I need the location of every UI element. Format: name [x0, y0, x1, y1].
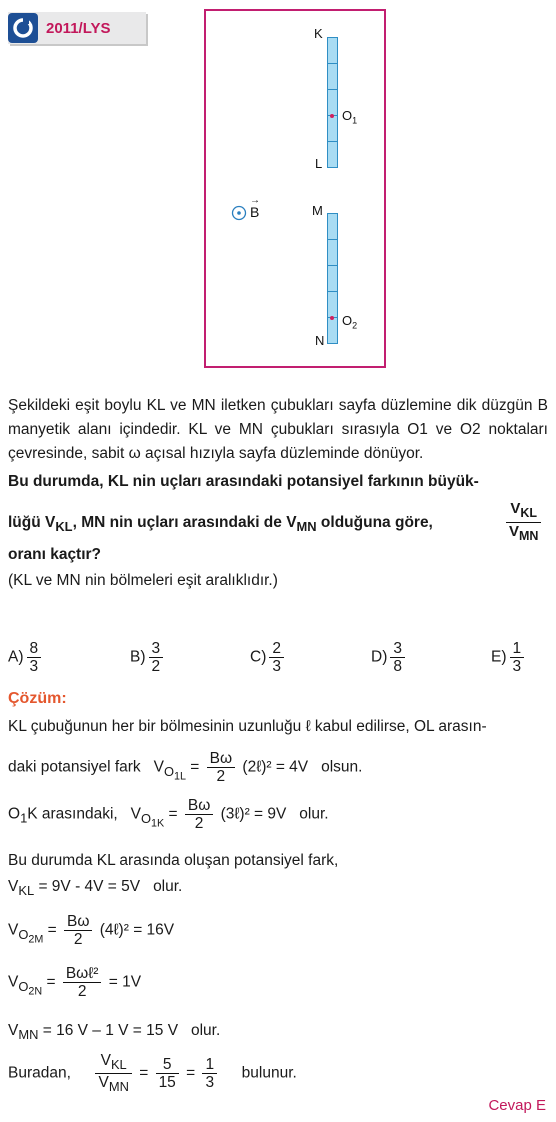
label-o2: $O_2$ — [342, 313, 358, 331]
option-d[interactable]: D) $\frac{3}{8}$ — [371, 640, 408, 675]
figure-frame — [204, 9, 386, 368]
badge-label: 2011/LYS — [46, 20, 111, 37]
answer-label: Cevap E — [488, 1097, 546, 1114]
solution-line-9: Buradan, $\frac{V_{KL}}{V_{MN}}$ = $\frac{5}{15}$ = $\frac{1}{3}$ bulunur. — [8, 1052, 297, 1095]
option-e[interactable]: E) $\frac{1}{3}$ — [491, 640, 527, 675]
solution-title: Çözüm: — [8, 690, 67, 707]
label-b-vector: → B — [250, 195, 260, 220]
question-ratio: $\frac{V_{KL}}{V_{MN}}$ — [503, 500, 544, 545]
option-a[interactable]: A) $\frac{8}{3}$ — [8, 640, 44, 675]
badge-logo-icon — [8, 13, 38, 43]
question-bold-line-1: Bu durumda, KL nin uçları arasındaki potansiyel farkının büyük- — [8, 473, 479, 490]
rod-mn — [327, 213, 338, 344]
b-field-out-of-page-icon — [231, 205, 247, 226]
solution-line-6: $V_{O_{2M}}$ = $\frac{B\omega}{2}$ (4ℓ)² = 16V — [8, 913, 175, 948]
solution-line-4: Bu durumda KL arasında oluşan potansiyel fark, — [8, 852, 339, 869]
question-note: (KL ve MN nin bölmeleri eşit aralıklıdır.) — [8, 572, 278, 589]
solution-line-7: $V_{O_{2N}}$ = $\frac{\text{Bωℓ²}}{2}$ = 1V — [8, 965, 142, 1000]
solution-line-8: $V_{MN} = 16$ V – 1 V = 15 V olur. — [8, 1022, 221, 1043]
label-l: L — [315, 156, 323, 171]
rod-kl — [327, 37, 338, 168]
solution-line-5: $V_{KL} = 9V - 4V = 5V$ olur. — [8, 878, 183, 899]
pivot-o1 — [330, 114, 334, 118]
option-c[interactable]: C) $\frac{2}{3}$ — [250, 640, 287, 675]
label-m: M — [312, 203, 323, 218]
pivot-o2 — [330, 316, 334, 320]
solution-line-1: KL çubuğunun her bir bölmesinin uzunluğu ℓ kabul edilirse, OL arasın- — [8, 718, 487, 735]
label-n: N — [315, 333, 325, 348]
question-paragraph: Şekildeki eşit boylu KL ve MN iletken çubukları sayfa düzlemine dik düzgün B manyetik alanı içindedir. KL ve MN çubukları sırasıyla O1 ve O2 noktaları çevresinde, sabit ω açısal hızıyla sayfa düzleminde dönüyor. — [8, 397, 548, 462]
option-b[interactable]: B) $\frac{3}{2}$ — [130, 640, 166, 675]
solution-line-2: daki potansiyel fark $V_{O_{1L}}$ = $\frac{B\omega}{2}$ (2ℓ)² = 4V olsun. — [8, 750, 363, 785]
label-k: K — [314, 26, 323, 41]
label-o1: $O_1$ — [342, 108, 358, 126]
solution-line-3: $O_1K$ arasındaki, $V_{O_{1K}}$ = $\frac{B\omega}{2}$ (3ℓ)² = 9V olur. — [8, 797, 329, 832]
question-bold-line-2: lüğü $V_{KL}$, MN nin uçları arasındaki de $V_{MN}$ olduğuna göre, — [8, 514, 433, 535]
question-bold-line-3: oranı kaçtır? — [8, 546, 102, 563]
